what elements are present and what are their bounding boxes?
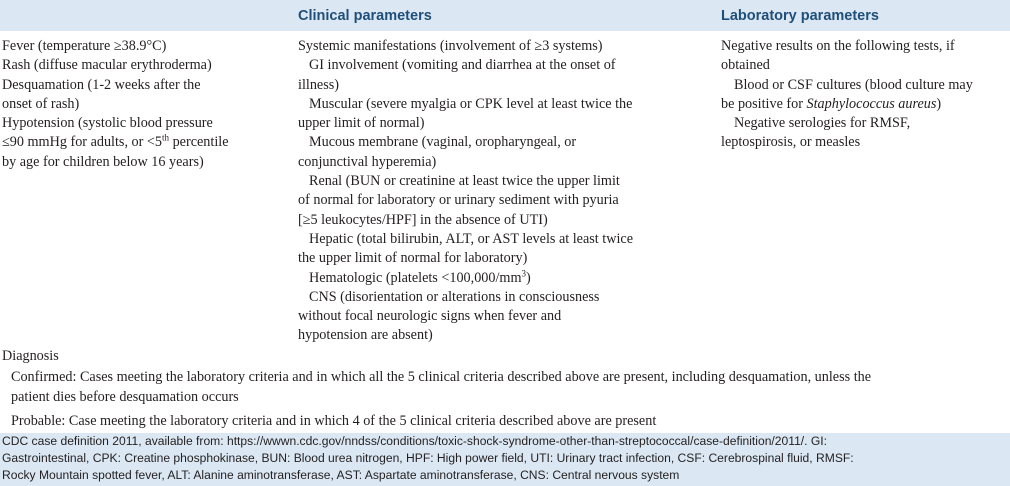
hypotension-text-2a: ≤90 mmHg for adults, or <5 [2, 134, 163, 151]
negative-text-1: Negative results on the following tests, if [721, 38, 955, 54]
cultures-text-2c: ) [936, 95, 942, 112]
cns-text-3: hypotension are absent) [298, 327, 433, 344]
hematologic-text-a: Hematologic (platelets <100,000/mm [309, 269, 522, 286]
cultures-text-2 [721, 95, 973, 114]
renal-text-3: [≥5 leukocytes/HPF] in the absence of UTI) [298, 211, 548, 228]
header-clinical-parameters: Clinical parameters [298, 8, 432, 24]
negative-text-2: obtained [721, 57, 770, 74]
hypotension-sup: th [162, 132, 170, 143]
rash-text: Rash (diffuse macular erythroderma) [2, 57, 212, 74]
table-header-row [0, 0, 1010, 31]
laboratory-column [721, 37, 973, 153]
confirmed-text-2: patient dies before desquamation occurs [11, 388, 239, 405]
criteria-column [2, 37, 229, 172]
diagnosis-section [0, 347, 1008, 431]
renal-text-2: of normal for laboratory or urinary sediment with pyuria [298, 192, 619, 209]
footnote-line-3: Rocky Mountain spotted fever, ALT: Alanine aminotransferase, AST: Aspartate aminotransferase, CNS: Central nervous system [2, 468, 680, 482]
hematologic-text [298, 269, 633, 288]
fever-text: Fever (temperature ≥38.9°C) [2, 38, 167, 54]
gi-text-1: GI involvement (vomiting and diarrhea at the onset of [309, 57, 616, 74]
gi-text-2: illness) [298, 76, 339, 93]
cns-text-1: CNS (disorientation or alterations in consciousness [309, 288, 600, 305]
table-footnote [0, 433, 1010, 486]
hematologic-sup: 3 [521, 267, 526, 278]
muscular-text-2: upper limit of normal) [298, 115, 425, 132]
hypotension-text-1: Hypotension (systolic blood pressure [2, 115, 213, 132]
systemic-text: Systemic manifestations (involvement of ≥3 systems) [298, 38, 603, 54]
organism-name: Staphylococcus aureus [806, 95, 937, 112]
renal-text-1: Renal (BUN or creatinine at least twice the upper limit [309, 173, 620, 190]
cultures-text-1: Blood or CSF cultures (blood culture may [734, 76, 973, 93]
clinical-column [298, 37, 633, 346]
hypotension-text-3: by age for children below 16 years) [2, 153, 204, 170]
desquamation-text-1: Desquamation (1-2 weeks after the [2, 76, 201, 93]
mucous-text-1: Mucous membrane (vaginal, oropharyngeal, or [309, 134, 577, 151]
hypotension-text-2 [2, 133, 229, 152]
cultures-text-2a: be positive for [721, 95, 807, 112]
hematologic-text-b: ) [526, 269, 531, 286]
desquamation-text-2: onset of rash) [2, 95, 80, 112]
serologies-text-1: Negative serologies for RMSF, [734, 115, 911, 132]
hepatic-text-2: the upper limit of normal for laboratory) [298, 250, 528, 267]
probable-text: Probable: Case meeting the laboratory criteria and in which 4 of the 5 clinical criteria described above are present [11, 412, 657, 429]
footnote-line-2: Gastrointestinal, CPK: Creatine phosphokinase, BUN: Blood urea nitrogen, HPF: High power field, UTI: Urinary tract infection, CSF: Cerebrospinal fluid, RMSF: [2, 451, 854, 465]
hepatic-text-1: Hepatic (total bilirubin, ALT, or AST levels at least twice [309, 230, 634, 247]
hypotension-text-2b: percentile [169, 134, 229, 151]
mucous-text-2: conjunctival hyperemia) [298, 153, 437, 170]
footnote-line-1: CDC case definition 2011, available from: https://wwwn.cdc.gov/nndss/conditions/toxic-shock-syndrome-other-than-streptococcal/case-definition/2011/. GI: [2, 434, 828, 448]
muscular-text-1: Muscular (severe myalgia or CPK level at least twice the [309, 95, 633, 112]
header-laboratory-parameters: Laboratory parameters [721, 8, 879, 24]
confirmed-text-1: Confirmed: Cases meeting the laboratory criteria and in which all the 5 clinical criteria described above are present, including desquamation, unless the [11, 369, 872, 386]
cns-text-2: without focal neurologic signs when fever and [298, 308, 562, 325]
serologies-text-2: leptospirosis, or measles [721, 134, 861, 151]
diagnosis-label: Diagnosis [2, 348, 59, 364]
